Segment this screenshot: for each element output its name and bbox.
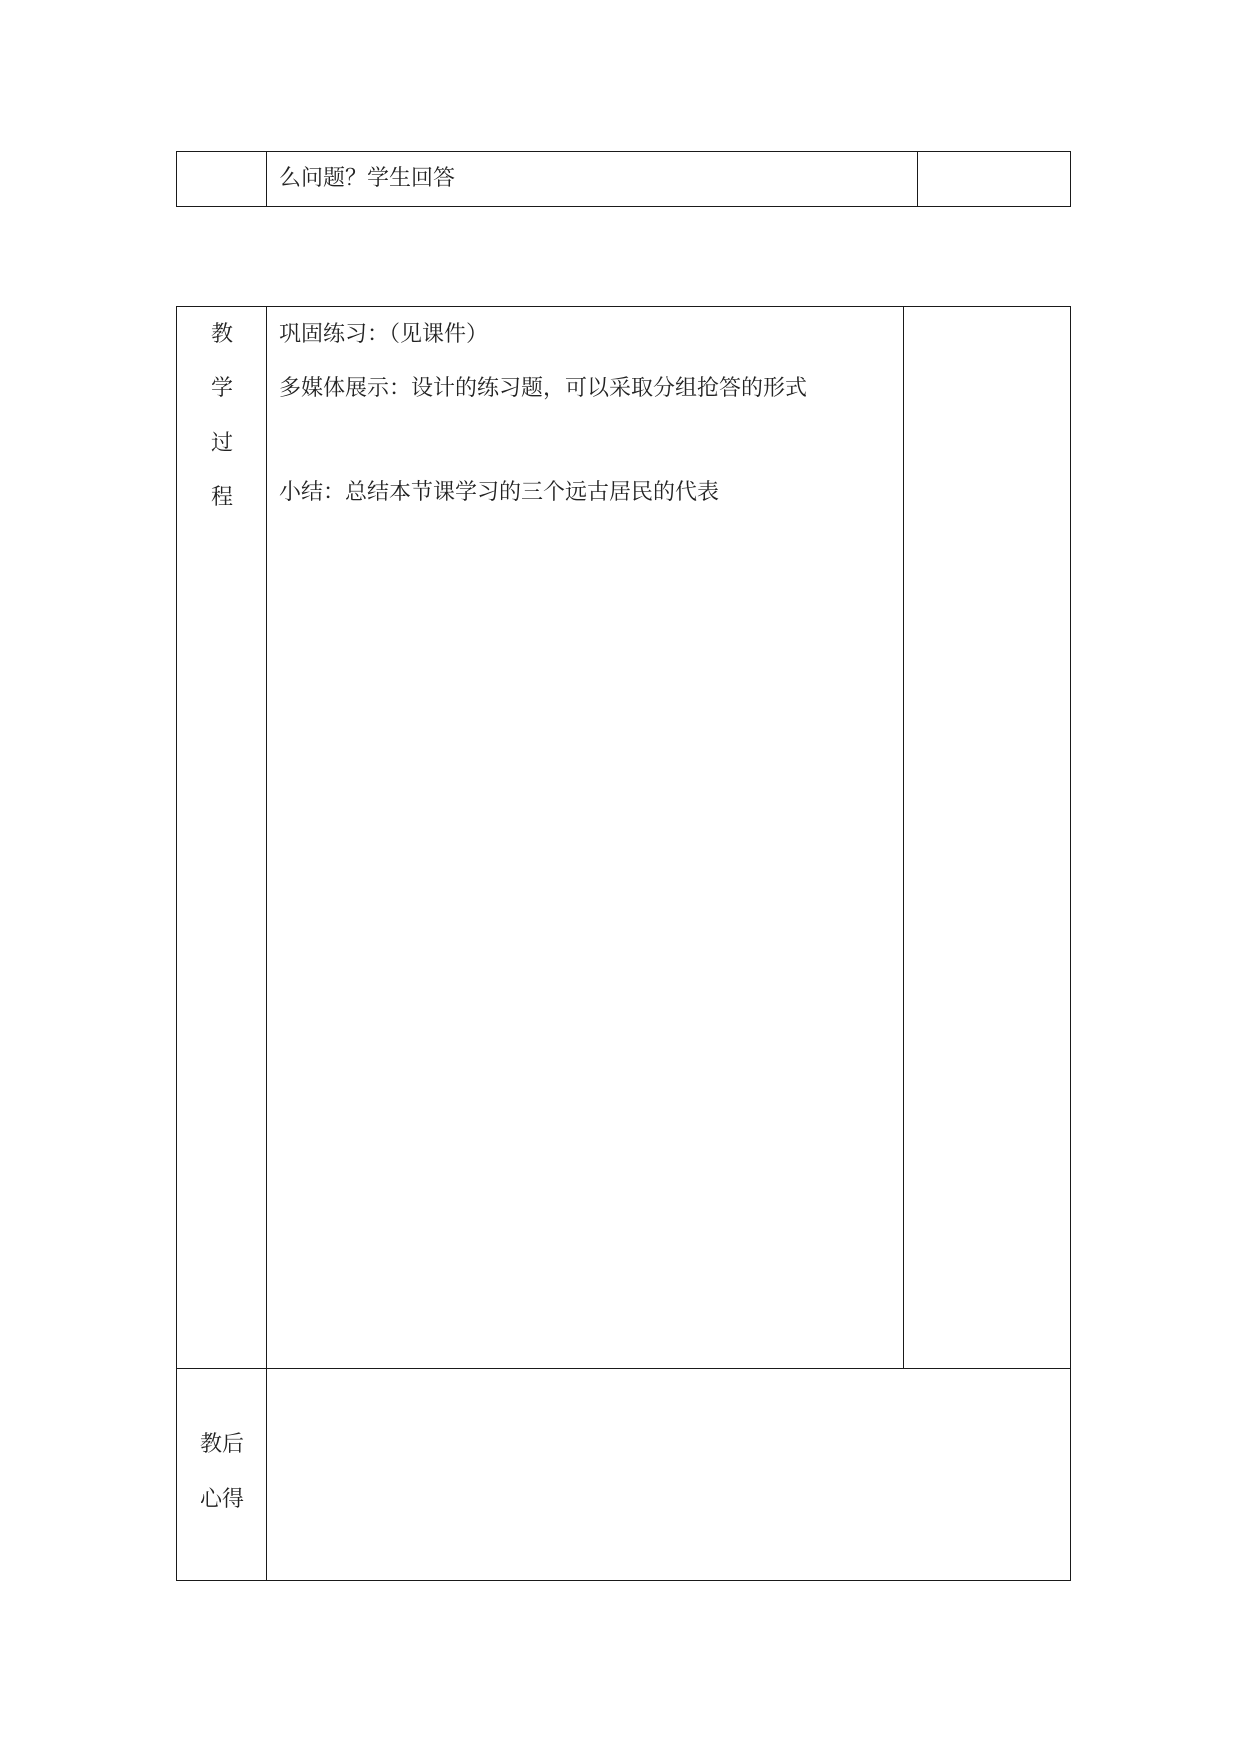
content-line-multimedia: 多媒体展示：设计的练习题，可以采取分组抢答的形式: [279, 376, 808, 401]
content-line-summary: 小结：总结本节课学习的三个远古居民的代表: [279, 480, 720, 505]
top-table-content: 么问题？学生回答: [279, 166, 456, 191]
reflection-label-line: 教后: [200, 1432, 245, 1457]
process-table-row-divider: [176, 1368, 1071, 1369]
reflection-label-line: 心得: [200, 1487, 245, 1512]
content-line-practice: 巩固练习：（见课件）: [279, 322, 489, 347]
top-table-divider-right: [917, 151, 918, 207]
side-label-char: 学: [210, 376, 233, 401]
side-label-char: 程: [210, 485, 233, 510]
side-label-char: 过: [210, 431, 233, 456]
process-table-notes-column-divider: [903, 306, 904, 1368]
process-table-label-column-divider: [266, 306, 267, 1581]
side-label-char: 教: [210, 322, 233, 347]
top-table-divider-left: [266, 151, 267, 207]
